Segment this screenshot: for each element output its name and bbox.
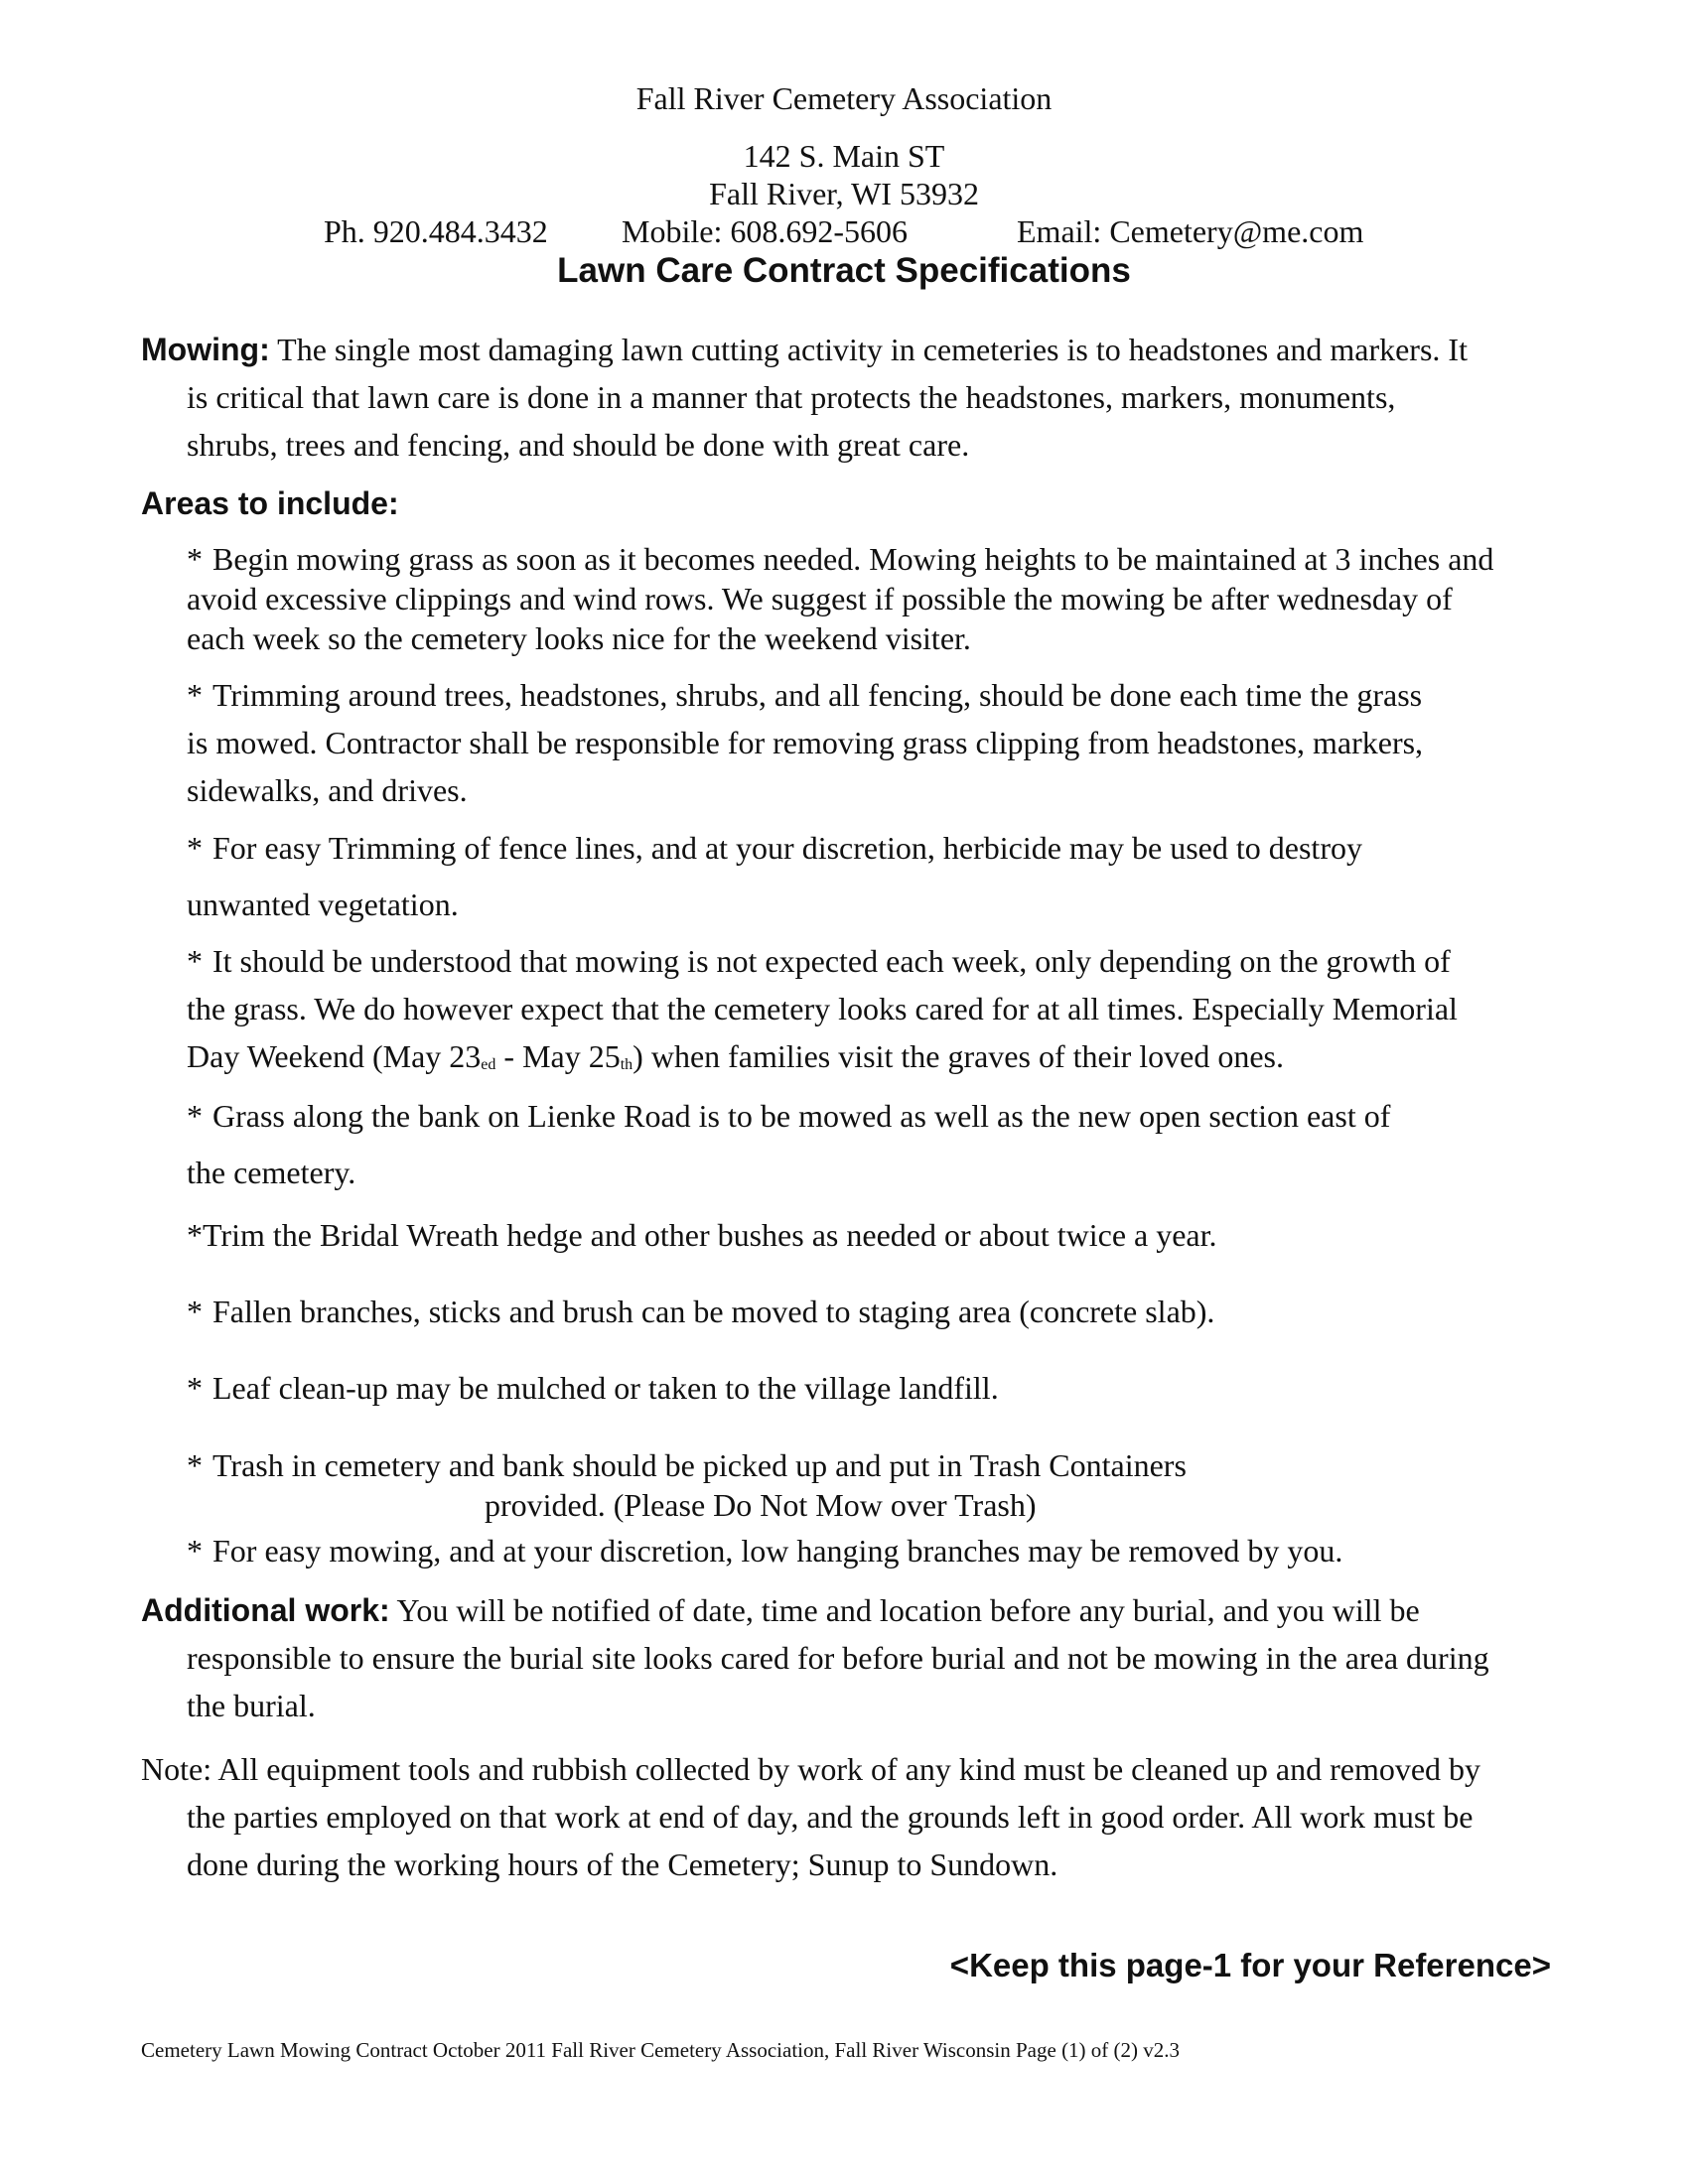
list-item: * It should be understood that mowing is not expected each week, only depending on the growth of the grass. We do however expect that the cemetery looks cared for at all times. Especially Memorial Day Weekend (May 23ed - May 25th) when families visit the graves of their loved ones. — [187, 943, 1458, 1074]
list-item: * Leaf clean-up may be mulched or taken to the village landfill. — [187, 1370, 999, 1406]
bullet-star: * — [187, 1447, 203, 1483]
list-item: * For easy Trimming of fence lines, and at your discretion, herbicide may be used to destroy unwanted vegetation. — [187, 830, 1362, 922]
mowing-label: Mowing: — [141, 332, 270, 367]
bullet-star: * — [187, 830, 203, 866]
list-item: * Begin mowing grass as soon as it becomes needed. Mowing heights to be maintained at 3 inches and avoid excessive clippings and wind rows. We suggest if possible the mowing be after wednesday of each week so the cemetery looks nice for the weekend visiter. — [187, 541, 1494, 656]
bullet-star: * — [187, 943, 203, 979]
street-address: 142 S. Main ST — [743, 138, 945, 174]
bullet-star: * — [187, 1370, 203, 1406]
bullet-star: * — [187, 677, 203, 713]
mowing-line-3: shrubs, trees and fencing, and should be done with great care. — [187, 427, 970, 463]
list-item: * Grass along the bank on Lienke Road is to be mowed as well as the new open section east of the cemetery. — [187, 1098, 1391, 1190]
note-section: Note: All equipment tools and rubbish collected by work of any kind must be cleaned up and removed by the parties employed on that work at end of day, and the grounds left in good order. All work must be done during the working hours of the Cemetery; Sunup to Sundown. — [141, 1751, 1481, 1882]
bullet-star: * — [187, 1098, 203, 1134]
mobile-number: Mobile: 608.692-5606 — [622, 213, 908, 249]
list-item: * For easy mowing, and at your discretion, low hanging branches may be removed by you. — [187, 1533, 1343, 1569]
bullet-star: * — [187, 541, 203, 577]
page-title: Lawn Care Contract Specifications — [557, 251, 1131, 290]
phone-number: Ph. 920.484.3432 — [324, 213, 548, 249]
email-address: Email: Cemetery@me.com — [1017, 213, 1364, 249]
bullet-star: * — [187, 1294, 203, 1329]
mowing-section — [141, 326, 1551, 469]
bullet-star: * — [187, 1533, 203, 1569]
list-item: * Fallen branches, sticks and brush can be moved to staging area (concrete slab). — [187, 1294, 1215, 1329]
list-item: * Trimming around trees, headstones, shrubs, and all fencing, should be done each time the grass is mowed. Contractor shall be responsible for removing grass clipping from headstones, markers, sidewalks, and drives. — [187, 677, 1424, 808]
mowing-line-1: The single most damaging lawn cutting activity in cemeteries is to headstones and markers. It — [277, 332, 1468, 367]
areas-heading: Areas to include: — [141, 485, 399, 521]
list-item: * Trash in cemetery and bank should be picked up and put in Trash Containers provided. (Please Do Not Mow over Trash) — [187, 1447, 1187, 1523]
page-footer: Cemetery Lawn Mowing Contract October 2011 Fall River Cemetery Association, Fall River Wisconsin Page (1) of (2) v2.3 — [141, 2038, 1181, 2062]
additional-work-section: Additional work: You will be notified of date, time and location before any burial, and you will be responsible to ensure the burial site looks cared for before burial and not be mowing in the area during the burial. — [141, 1592, 1489, 1723]
list-item: *Trim the Bridal Wreath hedge and other bushes as needed or about twice a year. — [187, 1217, 1217, 1253]
mowing-line-2: is critical that lawn care is done in a manner that protects the headstones, markers, monuments, — [187, 379, 1396, 415]
additional-work-label: Additional work: — [141, 1592, 390, 1628]
org-name: Fall River Cemetery Association — [635, 80, 1053, 116]
city-address: Fall River, WI 53932 — [709, 176, 979, 211]
reference-notice: <Keep this page-1 for your Reference> — [949, 1947, 1551, 1983]
